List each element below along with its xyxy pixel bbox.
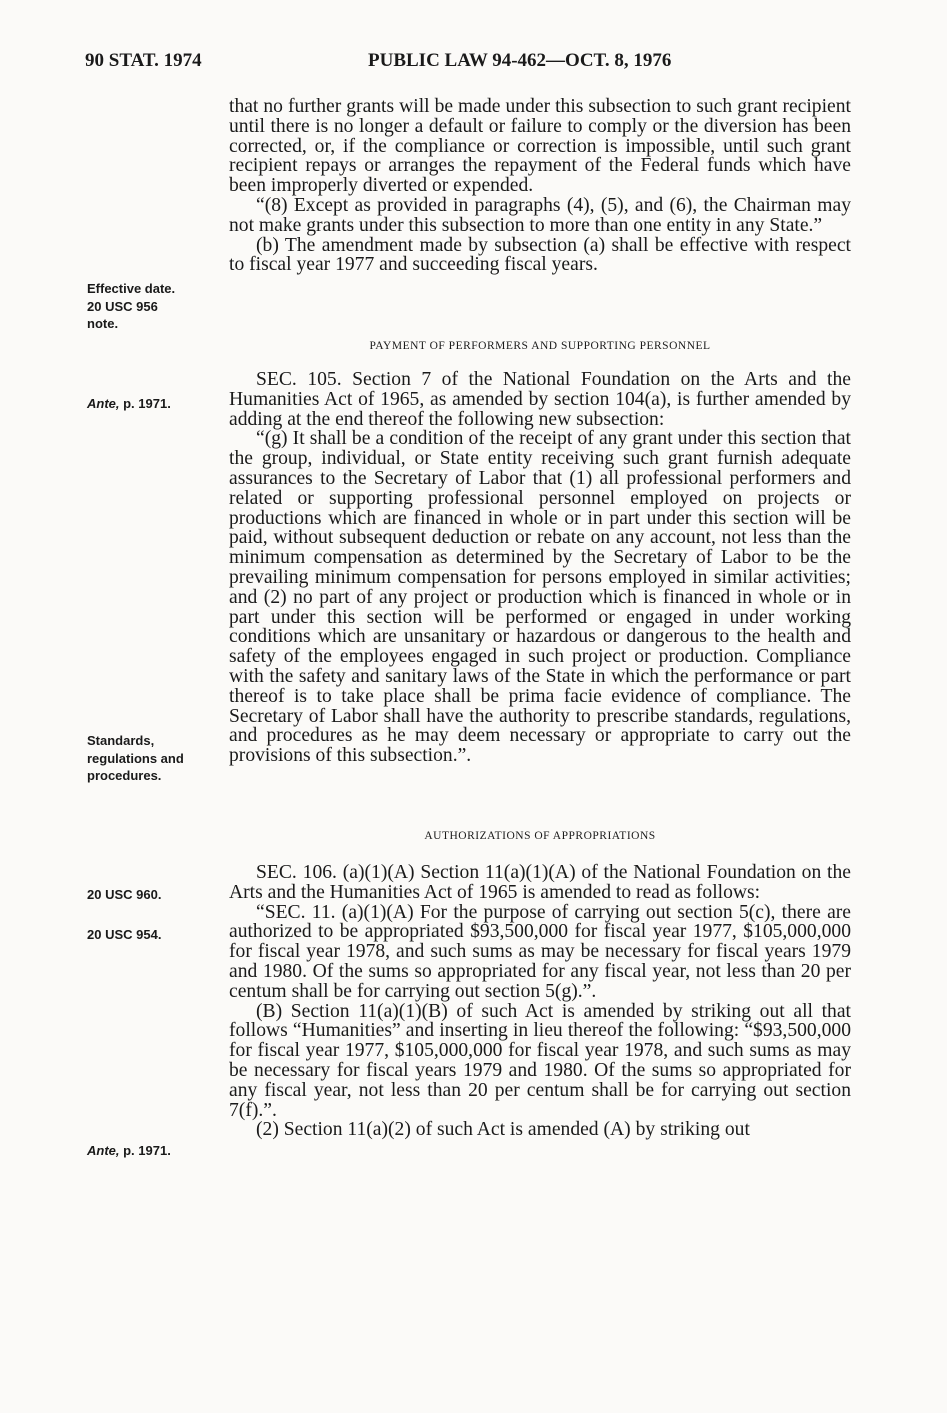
paragraph-2-striking: (2) Section 11(a)(2) of such Act is amended (A) by striking out <box>256 1119 750 1141</box>
margin-note-effective-date <box>87 280 205 333</box>
paragraph-sec-105: SEC. 105. Section 7 of the National Foundation on the Arts and the Humanities Act of 1965, as amended by section 104(a), is further amended by adding at the end thereof the following new subsection: <box>229 369 851 430</box>
paragraph-sec-11: “SEC. 11. (a)(1)(A) For the purpose of carrying out section 5(c), there are authorized to be appropriated $93,500,000 for fiscal year 1977, $105,000,000 for fiscal year 1978, and such sums as may be necessary for fiscal years 1979 and 1980. Of the sums so appropriated for any fiscal year, not less than 20 per centum shall be for carrying out section 5(g).”. <box>229 901 851 1002</box>
text-block-1 <box>229 97 851 275</box>
paragraph-sec-106: SEC. 106. (a)(1)(A) Section 11(a)(1)(A) of the National Foundation on the Arts and the Humanities Act of 1965 is amended to read as follows: <box>229 862 851 903</box>
margin-note-usc-960: 20 USC 960. <box>87 887 162 902</box>
margin-note-ante-label: Ante, <box>87 396 120 411</box>
margin-note-standards <box>87 732 205 785</box>
margin-note-line: 20 USC 956 <box>87 298 158 314</box>
margin-note-usc-954: 20 USC 954. <box>87 927 162 942</box>
public-law-title: PUBLIC LAW 94-462—OCT. 8, 1976 <box>368 50 672 71</box>
margin-note-page-ref: p. 1971. <box>119 1143 171 1158</box>
margin-note-line: regulations and <box>87 750 184 766</box>
margin-note-ante-2 <box>87 1142 205 1160</box>
page-stat-number: 90 STAT. 1974 <box>85 50 202 71</box>
paragraph-grant-default: that no further grants will be made under this subsection to such grant recipient until there is no longer a default or failure to comply or the diversion has been corrected, or, if the compliance or correction is impossible, until such grant recipient repays or arranges the repayment of the Federal funds which have been improperly diverted or expended. <box>229 96 851 197</box>
paragraph-b-effective: (b) The amendment made by subsection (a) shall be effective with respect to fiscal year 1977 and succeeding fiscal years. <box>229 234 851 276</box>
paragraph-b-humanities: (B) Section 11(a)(1)(B) of such Act is amended by striking out all that follows “Humanities” and inserting in lieu thereof the following: “$93,500,000 for fiscal year 1977, $105,000,000 for fiscal year 1978, and such sums as may be necessary for fiscal years 1979 and 1980. Of the sums so appropriated for any fiscal year, not less than 20 per centum shall be for carrying out section 7(f).”. <box>229 1000 851 1121</box>
margin-note-line: Effective date. <box>87 281 176 296</box>
margin-note-ante-label: Ante, <box>87 1143 120 1158</box>
margin-note-page-ref: p. 1971. <box>119 396 171 411</box>
margin-note-line: note. <box>87 316 119 331</box>
margin-note-ante-1 <box>87 395 205 413</box>
text-block-2 <box>229 370 851 766</box>
section-heading-payment: PAYMENT OF PERFORMERS AND SUPPORTING PERSONNEL <box>369 340 711 352</box>
running-head <box>85 50 860 76</box>
margin-note-line: Standards, <box>87 733 155 748</box>
text-block-3 <box>229 863 851 1140</box>
section-heading-authorizations: AUTHORIZATIONS OF APPROPRIATIONS <box>424 830 656 842</box>
paragraph-8-one-entity: “(8) Except as provided in paragraphs (4), (5), and (6), the Chairman may not make grants under this subsection to more than one entity in any State.” <box>229 194 851 236</box>
margin-note-line: procedures. <box>87 768 162 783</box>
paragraph-subsection-g: “(g) It shall be a condition of the receipt of any grant under this section that the group, individual, or State entity receiving such grant furnish adequate assurances to the Secretary of Labor that (1) all professional performers and related or supporting professional personnel employed on projects or productions which are financed in whole or in part under this section will be paid, without subsequent deduction or rebate on any account, not less than the minimum compensation as determined by the Secretary of Labor to be the prevailing minimum compensation for persons employed in similar activities; and (2) no part of any project or production which is financed in whole or in part under this section will be performed or engaged in under working conditions which are unsanitary or hazardous or dangerous to the health and safety of the employees engaged in such project or production. Compliance with the safety and sanitary laws of the State in which the performance or part thereof is to take place shall be prima facie evidence of compliance. The Secretary of Labor shall have the authority to prescribe standards, regulations, and procedures as he may deem necessary or appropriate to carry out the provisions of this subsection.”. <box>229 428 851 767</box>
